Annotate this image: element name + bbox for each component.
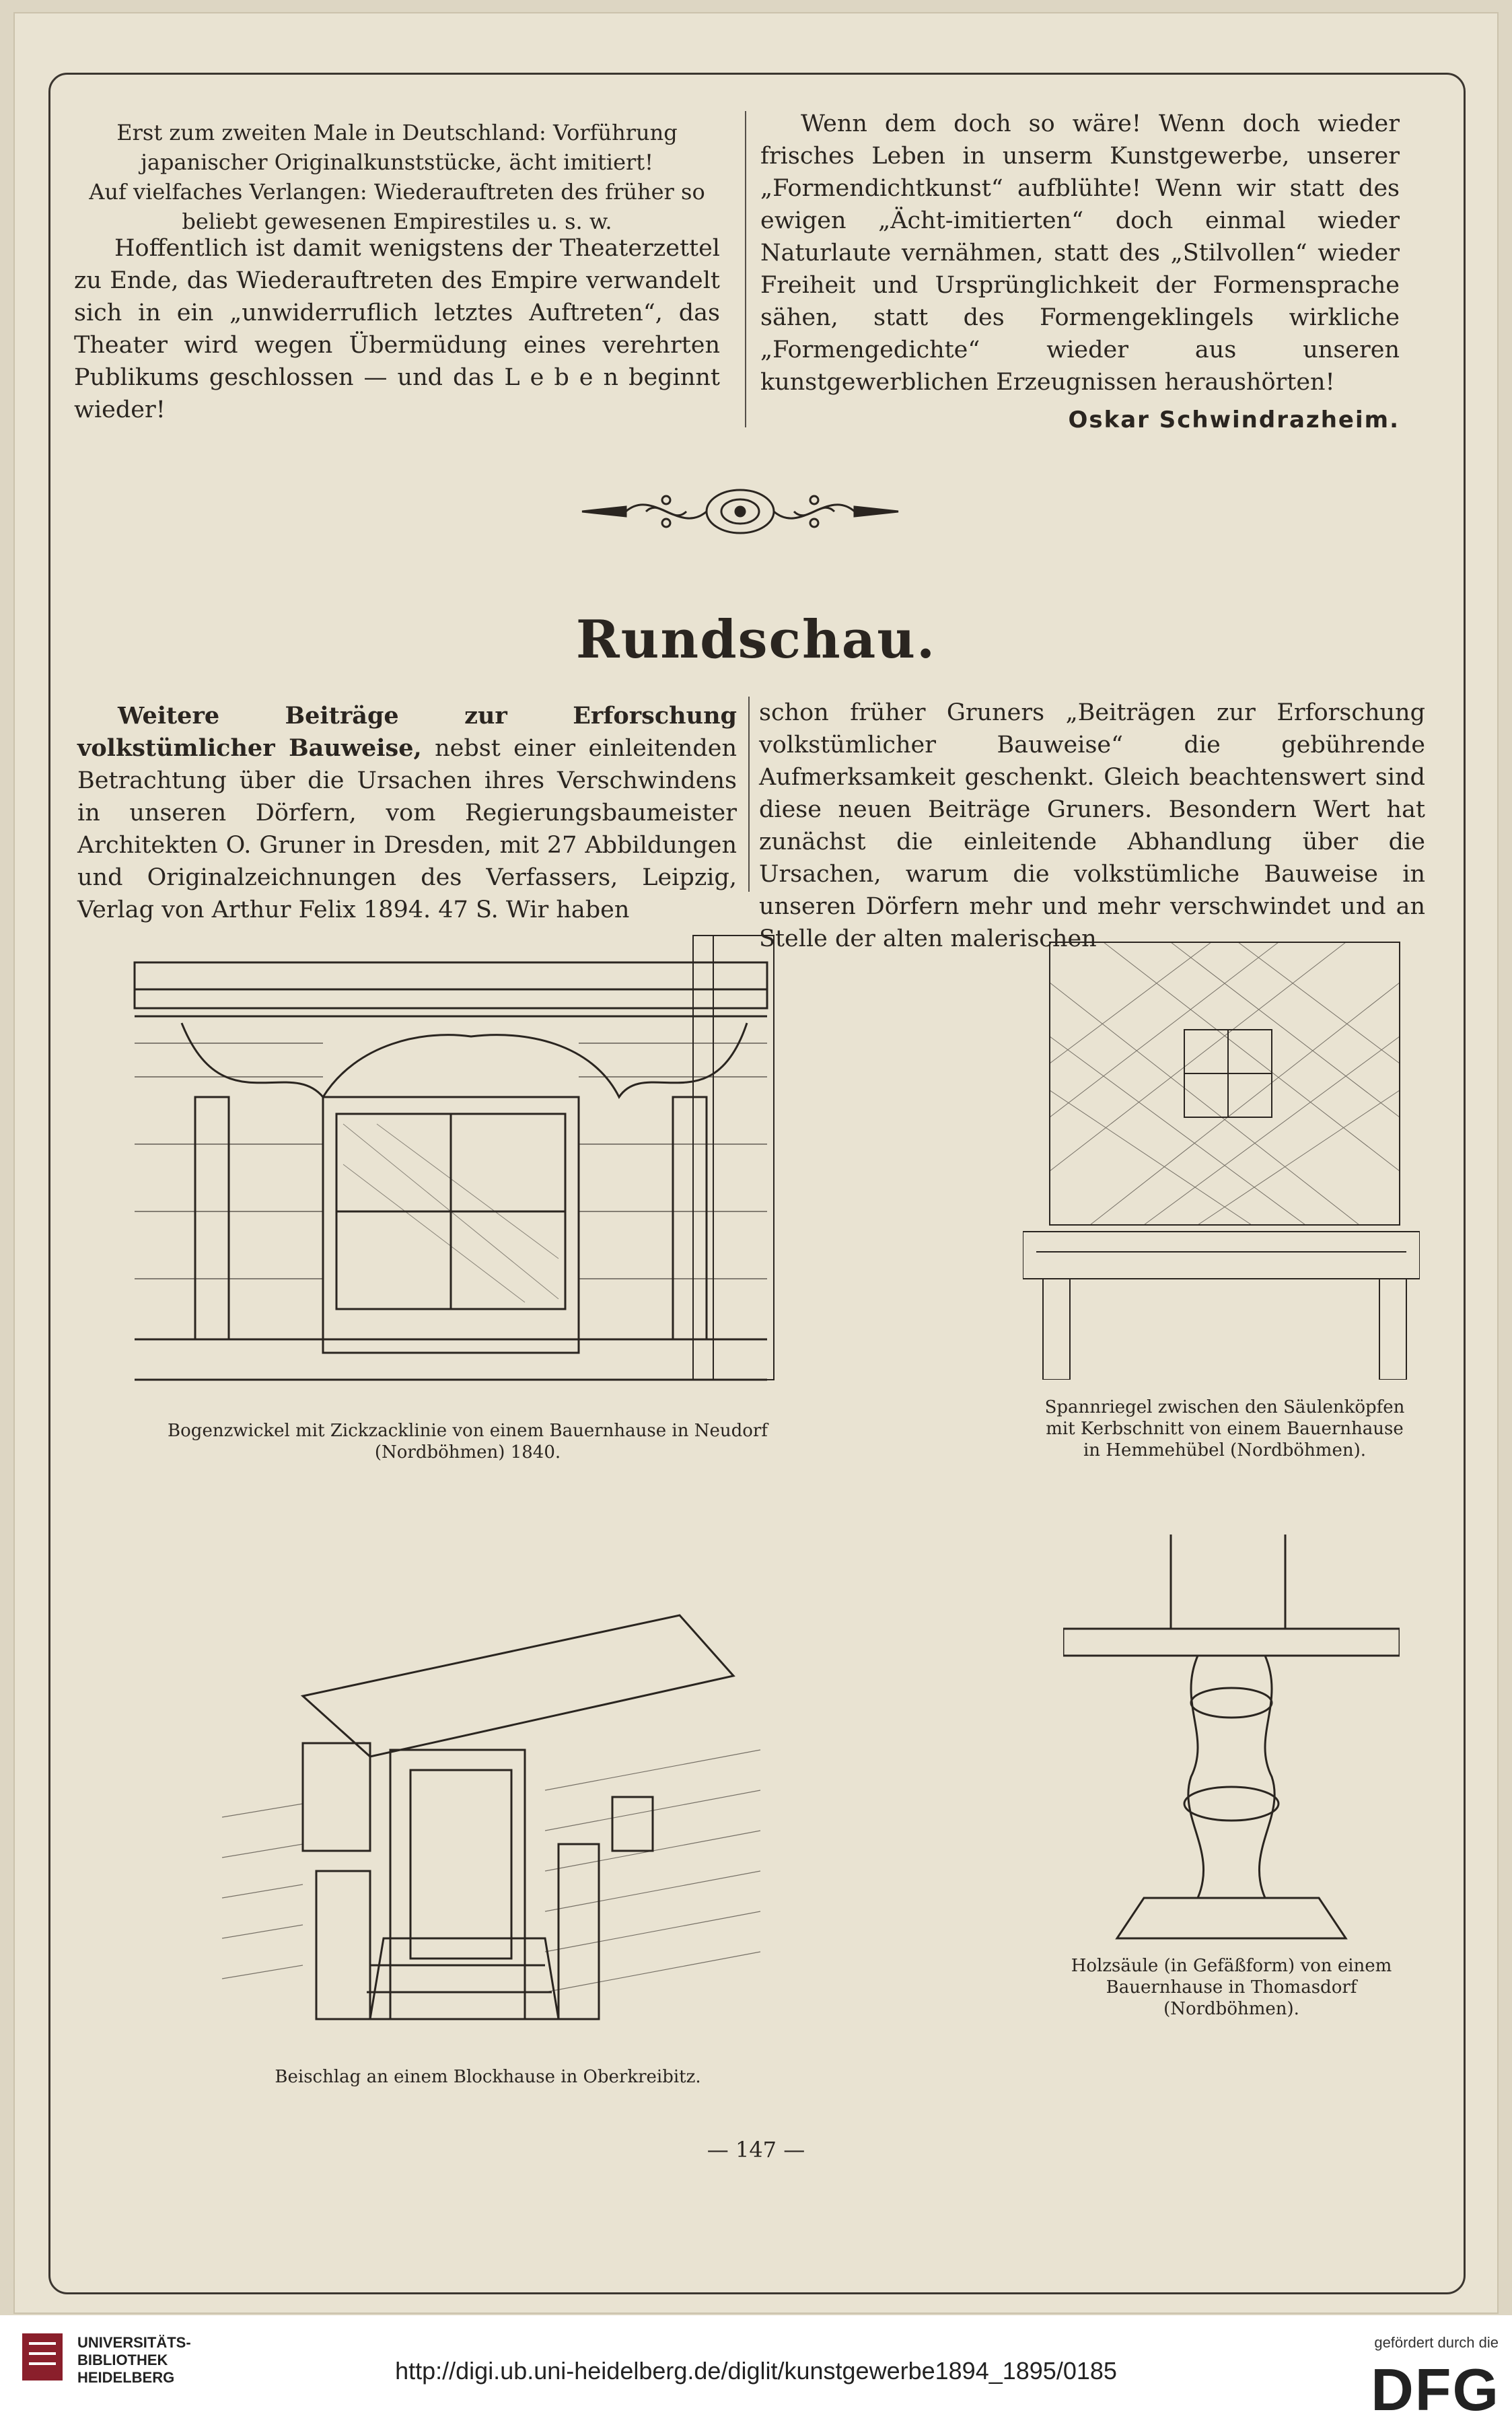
left-paragraph xyxy=(74,232,720,442)
column-divider-top xyxy=(745,111,746,427)
caption-fig3: Beischlag an einem Blockhause in Oberkreibitz. xyxy=(275,2067,701,2087)
right-paragraph xyxy=(760,108,1400,436)
notice-line-1: Erst zum zweiten Male in Deutschland: Vorführung japanischer Originalkunststücke, ächt imitiert! xyxy=(116,120,678,175)
footer-bar xyxy=(0,2315,1512,2433)
figure-arch-window xyxy=(121,922,794,1407)
figure-holzsaeule xyxy=(1063,1535,1400,1952)
caption-fig1: Bogenzwickel mit Zickzacklinie von einem Bauernhause in Neudorf (Nordböhmen) 1840. xyxy=(168,1421,768,1462)
right-paragraph-text: Wenn dem doch so wäre! Wenn doch wieder frisches Leben in unserm Kunstgewerbe, unserer „Formendichtkunst“ aufblühte! Wenn wir statt des ewigen „Ächt-imitierten“ doch einmal wieder Naturlaute vernähmen, statt des „Stilvollen“ wieder Freiheit und Ursprünglichkeit der Formensprache sähen, statt des Formengeklingels wirkliche „Formengedichte“ wieder aus unseren kunstgewerblichen Erzeugnissen heraushörten! xyxy=(760,110,1400,396)
notice-line-2: Auf vielfaches Verlangen: Wiederauftreten des früher so beliebt gewesenen Empirestiles u. s. w. xyxy=(89,179,705,234)
figure-beischlag xyxy=(195,1535,774,2066)
ornament-divider xyxy=(579,481,902,542)
caption-fig4: Holzsäule (in Gefäßform) von einem Bauernhause in Thomasdorf (Nordböhmen). xyxy=(1071,1956,1392,2019)
review-left-body: nebst einer einleitenden Betrachtung über die Ursachen ihres Verschwindens in unseren Dörfern, vom Regierungsbaumeister Architekten O. Gruner in Dresden, mit 27 Abbildungen und Originalzeichnungen des Verfassers, Leipzig, Verlag von Arthur Felix 1894. 47 S. Wir haben xyxy=(77,735,737,923)
institution-line-1: UNIVERSITÄTS- xyxy=(77,2334,191,2351)
figure-spannriegel xyxy=(1023,915,1420,1380)
review-right-text: schon früher Gruners „Beiträgen zur Erforschung volkstümlicher Bauweise“ die gebührende Aufmerksamkeit geschenkt. Gleich beachtenswert sind diese neuen Beiträge Gruners. Besondern Wert hat zunächst die einleitende Abhandlung über die Ursachen, warum die volkstümliche Bauweise in unseren Dörfern mehr und mehr verschwindet und an Stelle der alten malerischen xyxy=(759,699,1425,952)
institution-line-2: BIBLIOTHEK xyxy=(77,2352,168,2368)
section-title: Rundschau. xyxy=(575,609,937,670)
institution-line-3: HEIDELBERG xyxy=(77,2369,175,2386)
theater-notice xyxy=(74,118,720,236)
review-title: Weitere Beiträge zur Erforschung volkstümlicher Bauweise, xyxy=(77,702,737,762)
source-url-link[interactable]: http://digi.ub.uni-heidelberg.de/diglit/kunstgewerbe1894_1895/0185 xyxy=(395,2357,1117,2385)
signature: Oskar Schwindrazheim. xyxy=(1068,407,1400,433)
review-left-column xyxy=(77,700,737,942)
dfg-logo: DFG xyxy=(1371,2356,1500,2423)
column-divider-review xyxy=(748,697,750,892)
page-number: — 147 — xyxy=(707,2137,805,2162)
funded-by-label: gefördert durch die xyxy=(1374,2334,1499,2351)
review-left-text xyxy=(77,700,737,926)
left-paragraph-text: Hoffentlich ist damit wenigstens der Theaterzettel zu Ende, das Wiederauftreten des Empire verwandelt sich in ein „unwiderruflich letztes Auftreten“, das Theater wird wegen Übermüdung eines verehrten Publikums geschlossen — und das L e b e n beginnt wieder! xyxy=(74,235,720,423)
caption-fig2: Spannriegel zwischen den Säulenköpfen mit Kerbschnitt von einem Bauernhause in Hemmehübel (Nordböhmen). xyxy=(1044,1397,1405,1460)
